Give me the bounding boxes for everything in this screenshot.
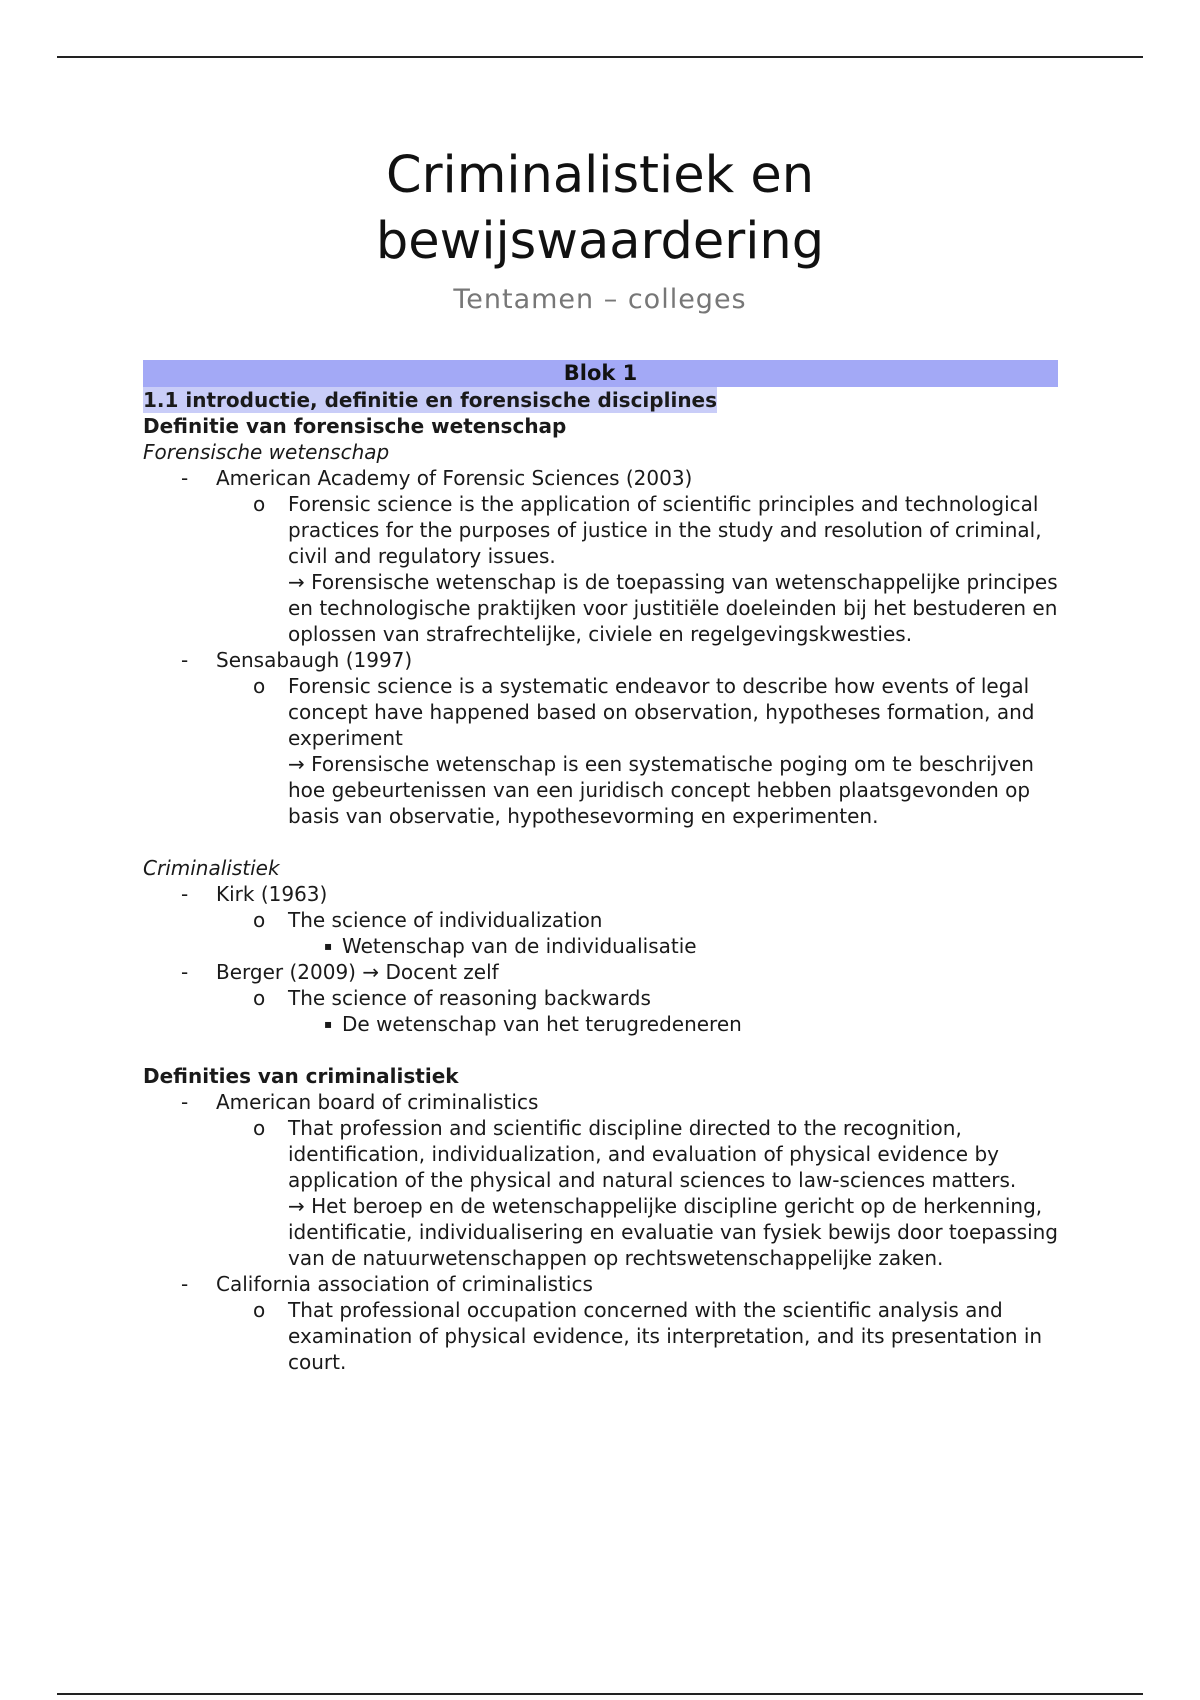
dash-bullet: - [181, 1090, 189, 1114]
definition-dutch: → Het beroep en de wetenschappelijke discipline gericht op de herkenning, identificatie, individualisering en evaluatie van fysiek bewijs door toepassing van de natuurwetenschappen op rechtswetenschappelijke zaken. [288, 1194, 1058, 1270]
list-item-label: Sensabaugh (1997) [216, 648, 413, 672]
document-body [143, 360, 1058, 1375]
definition-english: The science of reasoning backwards [288, 986, 651, 1010]
list-item [143, 1089, 1058, 1115]
circle-bullet: o [253, 492, 266, 516]
circle-bullet: o [253, 674, 266, 698]
dash-bullet: - [181, 882, 189, 906]
definition-english: Forensic science is the application of scientific principles and technological practices for the purposes of justice in the study and resolution of criminal, civil and regulatory issues. [288, 492, 1042, 568]
circle-bullet: o [253, 908, 266, 932]
list-subitem [143, 1115, 1058, 1271]
title-line-1: Criminalistiek en [385, 146, 815, 205]
title-line-2: bewijswaardering [375, 212, 825, 271]
section-heading-row [143, 387, 1058, 413]
definition-dutch: Wetenschap van de individualisatie [342, 934, 697, 958]
list-item [143, 881, 1058, 907]
list-item [143, 465, 1058, 491]
definition-english: That professional occupation concerned with the scientific analysis and examination of physical evidence, its interpretation, and its presentation in court. [288, 1298, 1043, 1374]
definition-english: That profession and scientific discipline directed to the recognition, identification, individualization, and evaluation of physical evidence by application of the physical and natural sciences to law-sciences matters. [288, 1116, 1017, 1192]
circle-bullet: o [253, 1298, 266, 1322]
square-bullet: ▪ [324, 939, 333, 953]
group-heading-definities-van-criminalistiek: Definities van criminalistiek [143, 1064, 459, 1088]
list-item [143, 647, 1058, 673]
header-rule [57, 56, 1143, 58]
spacer [143, 829, 1058, 855]
list-item-label: Kirk (1963) [216, 882, 328, 906]
list-item-label: American Academy of Forensic Sciences (2003) [216, 466, 693, 490]
group-heading-forensische-wetenschap: Forensische wetenschap [143, 440, 390, 464]
list-item [143, 959, 1058, 985]
dash-bullet: - [181, 1272, 189, 1296]
definition-english: Forensic science is a systematic endeavor to describe how events of legal concept have happened based on observation, hypotheses formation, and experiment [288, 674, 1035, 750]
definition-dutch: De wetenschap van het terugredeneren [342, 1012, 742, 1036]
list-subitem [143, 1297, 1058, 1375]
list-item-label: California association of criminalistics [216, 1272, 593, 1296]
list-item-label: American board of criminalistics [216, 1090, 539, 1114]
footer-rule [57, 1693, 1143, 1695]
dash-bullet: - [181, 466, 189, 490]
circle-bullet: o [253, 986, 266, 1010]
list-subitem [143, 673, 1058, 829]
list-subsubitem [143, 1011, 1058, 1037]
list-subitem [143, 491, 1058, 647]
list-item-label: Berger (2009) → Docent zelf [216, 960, 499, 984]
definition-english: The science of individualization [288, 908, 603, 932]
list-subitem [143, 907, 1058, 933]
blok-heading: Blok 1 [143, 360, 1058, 387]
list-item [143, 1271, 1058, 1297]
document-title [0, 143, 1200, 275]
circle-bullet: o [253, 1116, 266, 1140]
list-subsubitem [143, 933, 1058, 959]
section-heading: 1.1 introductie, definitie en forensische disciplines [143, 388, 718, 412]
group-heading-criminalistiek: Criminalistiek [143, 856, 280, 880]
list-subitem [143, 985, 1058, 1011]
dash-bullet: - [181, 648, 189, 672]
document-subtitle: Tentamen – colleges [453, 284, 747, 315]
subsection-heading: Definitie van forensische wetenschap [143, 414, 567, 438]
square-bullet: ▪ [324, 1017, 333, 1031]
spacer [143, 1037, 1058, 1063]
definition-dutch: → Forensische wetenschap is de toepassing van wetenschappelijke principes en technologische praktijken voor justitiële doeleinden bij het bestuderen en oplossen van strafrechtelijke, civiele en regelgevingskwesties. [288, 570, 1058, 646]
definition-dutch: → Forensische wetenschap is een systematische poging om te beschrijven hoe gebeurtenissen van een juridisch concept hebben plaatsgevonden op basis van observatie, hypothesevorming en experimenten. [288, 752, 1034, 828]
dash-bullet: - [181, 960, 189, 984]
